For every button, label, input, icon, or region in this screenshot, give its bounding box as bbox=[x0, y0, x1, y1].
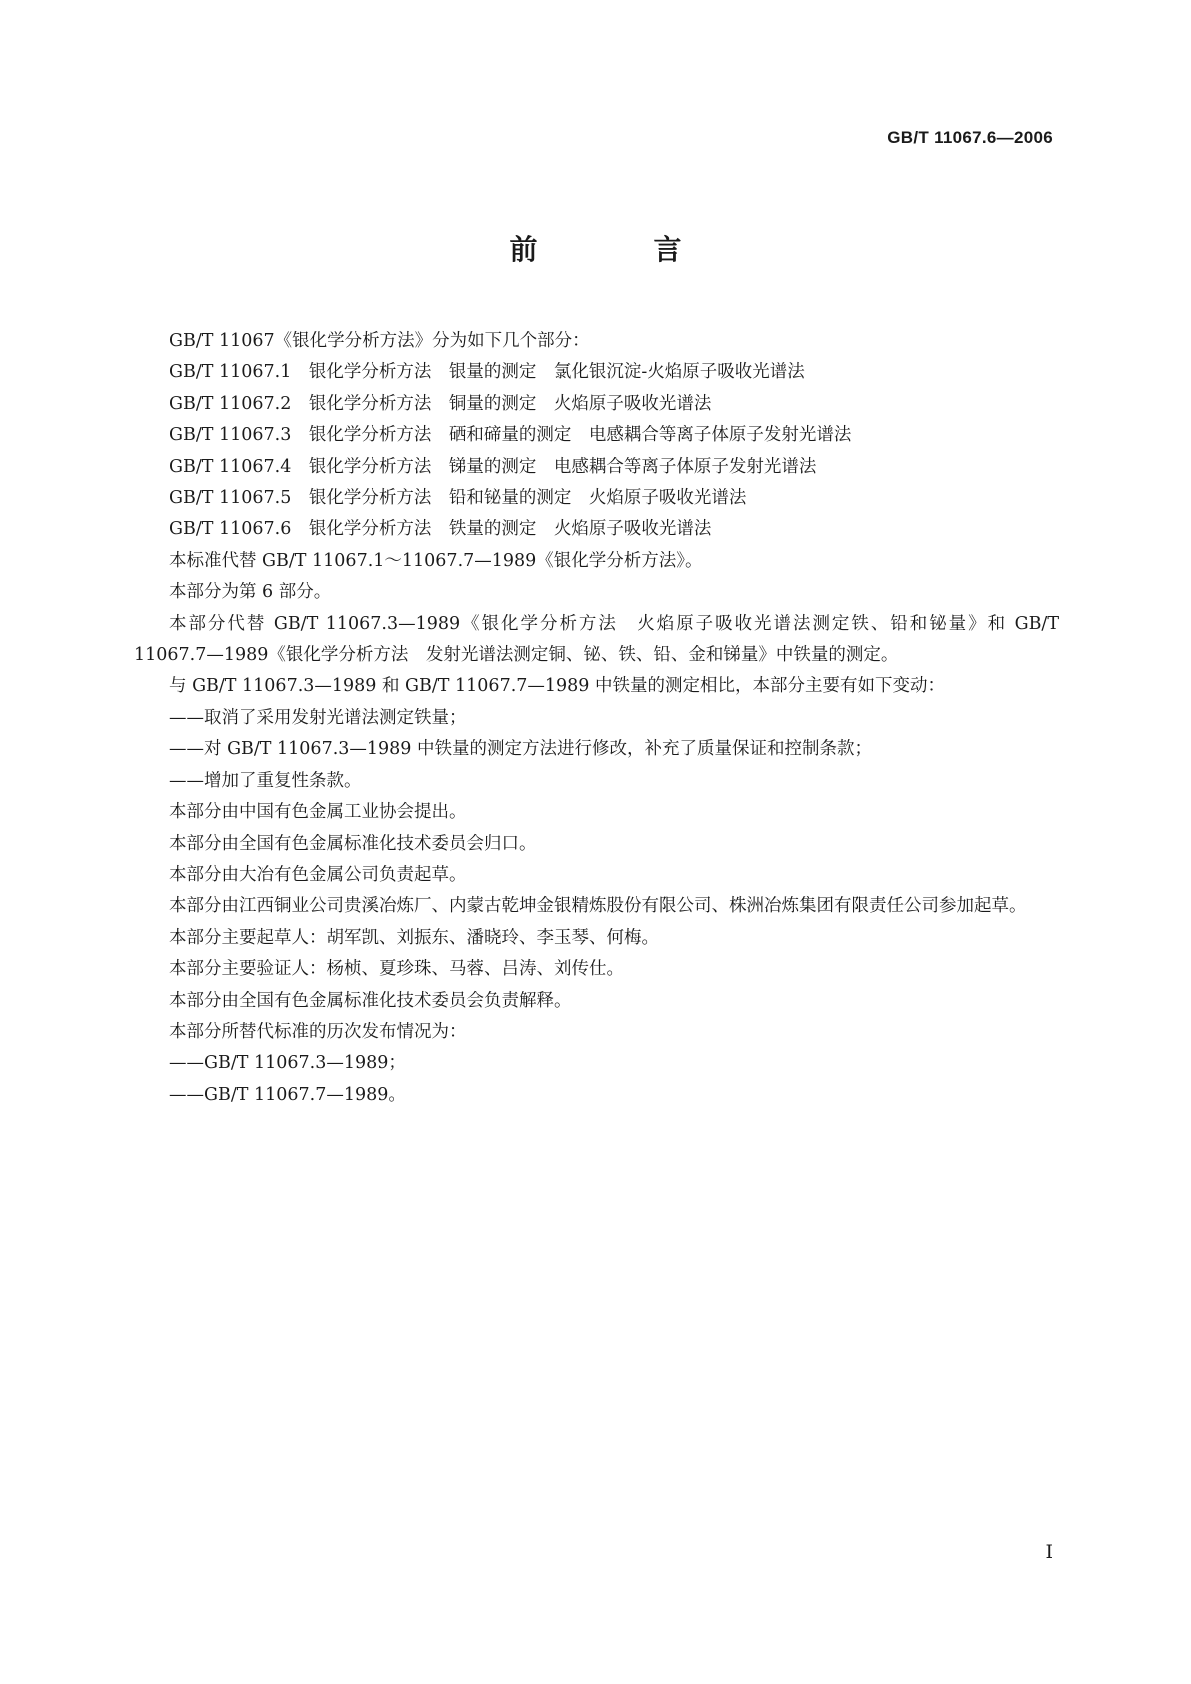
paragraph: GB/T 11067.1 银化学分析方法 银量的测定 氯化银沉淀-火焰原子吸收光谱法 bbox=[169, 362, 805, 383]
foreword-body bbox=[134, 326, 1059, 1111]
paragraph: ——增加了重复性条款。 bbox=[169, 770, 362, 791]
paragraph: 本部分由大冶有色金属公司负责起草。 bbox=[169, 864, 467, 885]
paragraph: GB/T 11067.3 银化学分析方法 硒和碲量的测定 电感耦合等离子体原子发射光谱法 bbox=[169, 425, 852, 446]
paragraph: ——取消了采用发射光谱法测定铁量； bbox=[169, 707, 467, 728]
paragraph: GB/T 11067.6 银化学分析方法 铁量的测定 火焰原子吸收光谱法 bbox=[169, 519, 712, 540]
paragraph: GB/T 11067.5 银化学分析方法 铅和铋量的测定 火焰原子吸收光谱法 bbox=[169, 488, 747, 509]
paragraph: ——对 GB/T 11067.3—1989 中铁量的测定方法进行修改，补充了质量保证和控制条款； bbox=[169, 739, 872, 760]
paragraph: 本部分由全国有色金属标准化技术委员会归口。 bbox=[169, 833, 537, 854]
paragraph: 本部分主要验证人：杨桢、夏珍珠、马蓉、吕涛、刘传仕。 bbox=[169, 959, 624, 980]
paragraph: 本部分为第 6 部分。 bbox=[169, 582, 332, 603]
paragraph: GB/T 11067.4 银化学分析方法 锑量的测定 电感耦合等离子体原子发射光谱法 bbox=[169, 456, 817, 477]
paragraph: 本部分代替 GB/T 11067.3—1989《银化学分析方法 火焰原子吸收光谱法测定铁、铅和铋量》和 GB/T 11067.7—1989《银化学分析方法 发射光谱法测定铜、铋、铁、铅、金和锑量》中铁量的测定。 bbox=[134, 613, 1059, 666]
paragraph: 本部分由全国有色金属标准化技术委员会负责解释。 bbox=[169, 990, 572, 1011]
paragraph: 本标准代替 GB/T 11067.1～11067.7—1989《银化学分析方法》。 bbox=[169, 550, 703, 571]
standard-number: GB/T 11067.6—2006 bbox=[887, 128, 1053, 147]
page-title: 前 言 bbox=[509, 233, 726, 266]
paragraph: GB/T 11067.2 银化学分析方法 铜量的测定 火焰原子吸收光谱法 bbox=[169, 393, 712, 414]
paragraph: 本部分由中国有色金属工业协会提出。 bbox=[169, 802, 467, 823]
paragraph: ——GB/T 11067.3—1989； bbox=[169, 1053, 406, 1074]
paragraph: GB/T 11067《银化学分析方法》分为如下几个部分： bbox=[169, 331, 590, 351]
paragraph: 本部分主要起草人：胡军凯、刘振东、潘晓玲、李玉琴、何梅。 bbox=[169, 927, 659, 948]
paragraph: 本部分由江西铜业公司贵溪冶炼厂、内蒙古乾坤金银精炼股份有限公司、株洲冶炼集团有限责任公司参加起草。 bbox=[169, 896, 1027, 917]
paragraph: ——GB/T 11067.7—1989。 bbox=[169, 1084, 406, 1105]
paragraph: 与 GB/T 11067.3—1989 和 GB/T 11067.7—1989 中铁量的测定相比，本部分主要有如下变动： bbox=[169, 676, 945, 697]
paragraph: 本部分所替代标准的历次发布情况为： bbox=[169, 1021, 467, 1042]
page-number: I bbox=[1045, 1541, 1053, 1563]
